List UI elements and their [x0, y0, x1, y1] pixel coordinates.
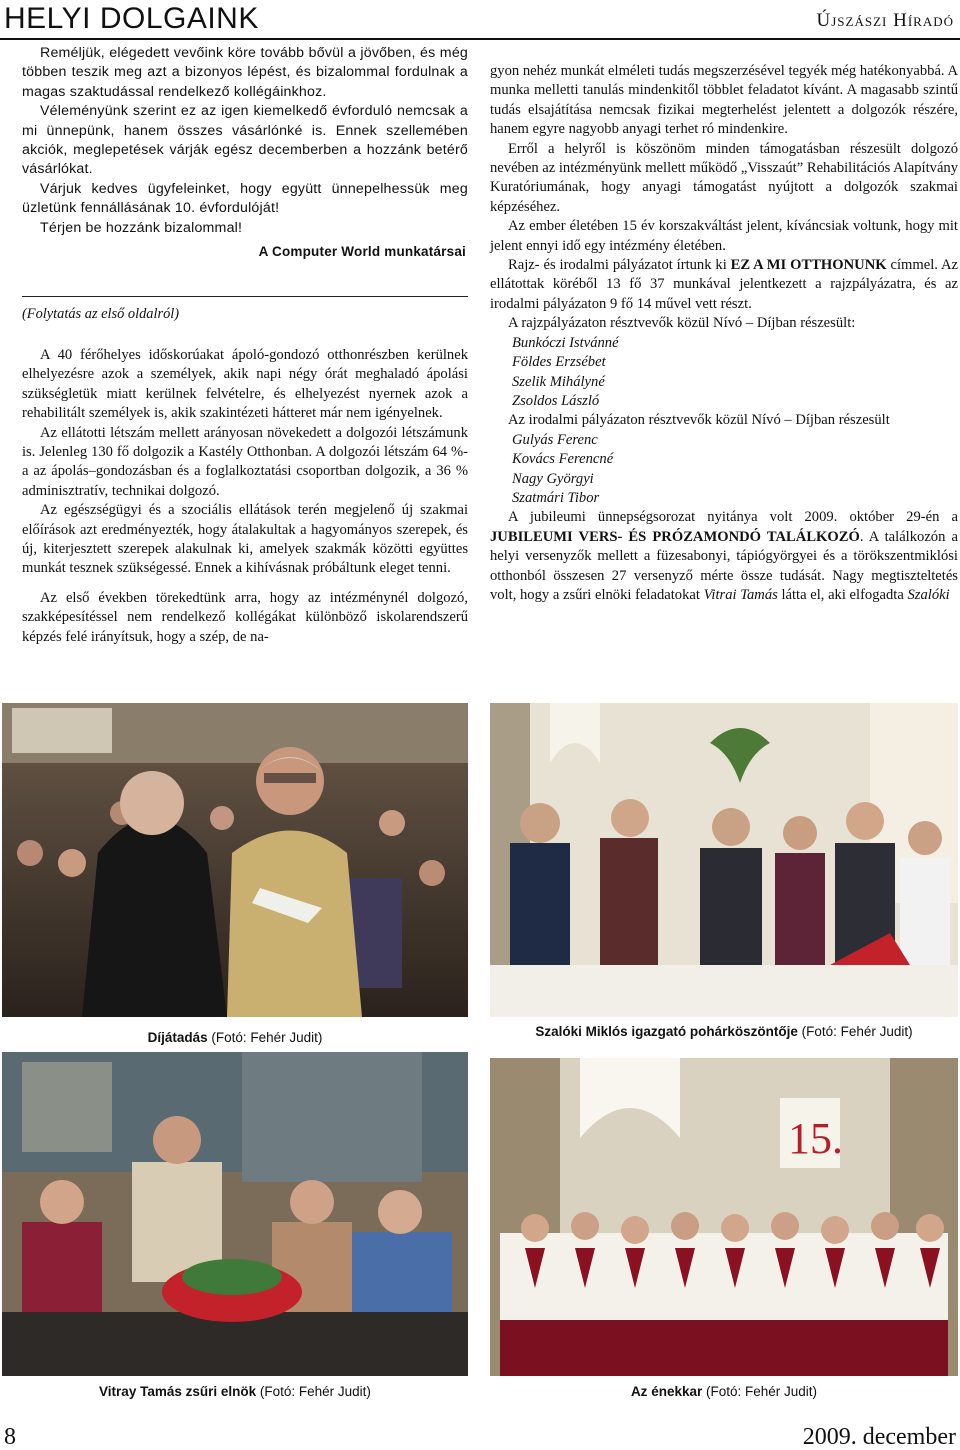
header-divider	[0, 38, 960, 40]
paragraph: Az egészségügyi és a szociális ellátások terén megjelenő új szakmai előírások azt eredményezték, hogy átalakultak a hagyományos szerepek, és új, kiterjesztett szerepek alakulnak ki, amelyek szakmák közötti együttes munkát tesznek szükségessé. Ennek a kihívásnak próbáltunk eleget tenni.	[22, 502, 468, 577]
text-span: . A találkozón a helyi versenyzők mellett a füzesabonyi, tápiógyörgyei és a törökszentmiklósi otthonból összesen 27 versenyző mérte össze tudását. Nagy megtiszteltetés volt, hogy a zsűri elnöki feladatokat	[490, 528, 958, 603]
photo-choir	[490, 1058, 958, 1376]
section-title: HELYI DOLGAINK	[4, 2, 259, 35]
banner-number: 15.	[788, 1114, 843, 1163]
paragraph: Térjen be hozzánk bizalommal!	[40, 219, 243, 236]
caption-title: Díjátadás	[147, 1030, 208, 1045]
paragraph: gyon nehéz munkát elméleti tudás megszerzésével tegyék még hatékonyabbá. A munka melletti tanulás mindenkitől többlet feladatot kívánt. A magasabb szintű tudás elsajátítása nemcsak fizikai megterhelést jelentett a dolgozók részére, hanem egyre nagyobb anyagi terhet ró mindenkire.	[490, 63, 958, 138]
winner-name: Zsoldos László	[512, 392, 600, 409]
winner-name: Szelik Mihályné	[512, 373, 605, 390]
photo-jury-president	[2, 1052, 468, 1376]
photo-credit: (Fotó: Fehér Judit)	[211, 1030, 323, 1045]
paragraph: Véleményünk szerint ez az igen kiemelkedő évforduló nemcsak a mi ünnepünk, hanem összes vásárlónké is. Ennek szellemében akciók, meglepetések várják egész decemberben a hozzánk betérő vásárlókat.	[22, 103, 468, 178]
winner-name: Bunkóczi Istvánné	[512, 334, 619, 351]
paragraph: Az első években törekedtünk arra, hogy az intézménynél dolgozó, szakképesítéssel nem rendelkező kollégákat különböző iskolarendszerű képzés felé irányítsuk, hogy a szép, de na-	[22, 589, 468, 645]
text-span: címmel. Az ellátottak köréből 13 fő 37 munkával jelentkezett a rajzpályázatra, és az irodalmi pályázaton 9 fő 14 művel vett részt.	[490, 257, 958, 312]
page-number: 8	[4, 1424, 16, 1450]
text-span: látta el, aki elfogadta	[781, 586, 904, 603]
paragraph: Az ember életében 15 év korszakváltást jelent, kíváncsiak voltunk, hogy mit jelent ennyi idő egy intézmény életében.	[490, 218, 958, 254]
left-main-text	[22, 346, 468, 647]
paragraph	[490, 508, 958, 605]
paragraph: Az irodalmi pályázaton résztvevők közül Nívó – Díjban részesült	[508, 412, 890, 429]
left-top-text	[22, 44, 468, 261]
paragraph: Reméljük, elégedett vevőink köre tovább bővül a jövőben, és még többen teszik meg azt a bizonyos lépést, és bizalommal fordulnak a magas szaktudással rendelkező kollégáinkhoz.	[22, 45, 468, 100]
person-name: Szalóki	[907, 586, 950, 603]
paragraph: Az ellátotti létszám mellett arányosan növekedett a dolgozói létszámunk is. Jelenleg 130 fő dolgozik a Kastély Otthonban. A dolgozói létszám 64 %-a az ápolás–gondozásban és a foglalkoztatási csoportban dolgozik, a 36 % adminisztratív, technikai dolgozó.	[22, 424, 468, 499]
caption-award-handover	[2, 1030, 468, 1045]
caption-title: Az énekkar	[630, 1384, 703, 1399]
photo-credit: (Fotó: Fehér Judit)	[706, 1384, 818, 1399]
photo-award-handover	[2, 703, 468, 1017]
paragraph: Várjuk kedves ügyfeleinket, hogy együtt ünnepelhessük meg üzletünk fennállásának 10. évfordulóját!	[22, 180, 468, 217]
paragraph: A rajzpályázaton résztvevők közül Nívó – Díjban részesült:	[508, 315, 856, 332]
caption-title: Szalóki Miklós igazgató pohárköszöntője	[535, 1024, 798, 1039]
issue-date: 2009. december	[802, 1424, 956, 1450]
continuation-note: (Folytatás az első oldalról)	[22, 306, 180, 322]
photo-credit: (Fotó: Fehér Judit)	[801, 1024, 913, 1039]
text-span: Rajz- és irodalmi pályázatot írtunk ki	[508, 257, 727, 274]
winner-name: Szatmári Tibor	[512, 489, 600, 506]
continuation-divider	[22, 296, 468, 297]
right-column-text	[490, 62, 958, 605]
winner-name: Gulyás Ferenc	[512, 431, 598, 448]
person-name: Vitrai Tamás	[703, 586, 778, 603]
photo-credit: (Fotó: Fehér Judit)	[259, 1384, 371, 1399]
caption-title: Vitray Tamás zsűri elnök	[99, 1384, 257, 1399]
caption-director-toast	[490, 1024, 958, 1039]
paragraph: A 40 férőhelyes időskorúakat ápoló-gondozó otthonrészben kerülnek elhelyezésre azok a személyek, akik napi négy órát meghaladó ápolási szükségletük miatt kerülnek felvételre, és elhelyezést nyernek azok a rehabilitált személyek is, akik szakintézeti hátteret már nem igényelnek.	[22, 347, 468, 422]
competition-title: EZ A MI OTTHONUNK	[730, 257, 887, 274]
caption-jury-president	[2, 1384, 468, 1399]
winner-name: Földes Erzsébet	[512, 354, 606, 371]
text-span: A jubileumi ünnepségsorozat nyitánya volt 2009. október 29-én a	[508, 509, 958, 526]
winner-name: Kovács Ferencné	[512, 451, 614, 468]
winner-name: Nagy Györgyi	[512, 470, 594, 487]
caption-choir	[490, 1384, 958, 1399]
photo-director-toast	[490, 703, 958, 1017]
publication-name: Újszászi Híradó	[816, 10, 954, 31]
event-title: JUBILEUMI VERS- ÉS PRÓZAMONDÓ TALÁLKOZÓ	[490, 528, 860, 545]
signature: A Computer World munkatársai	[258, 244, 466, 260]
paragraph: Erről a helyről is köszönöm minden támogatásban részesült dolgozó nevében az intézményünk mellett működő „Visszaút” Rehabilitációs Alapítvány Kuratóriumának, hogy anyagi támogatást nyújtott a dolgozók szakmai képzéséhez.	[490, 140, 959, 215]
paragraph	[490, 256, 958, 314]
